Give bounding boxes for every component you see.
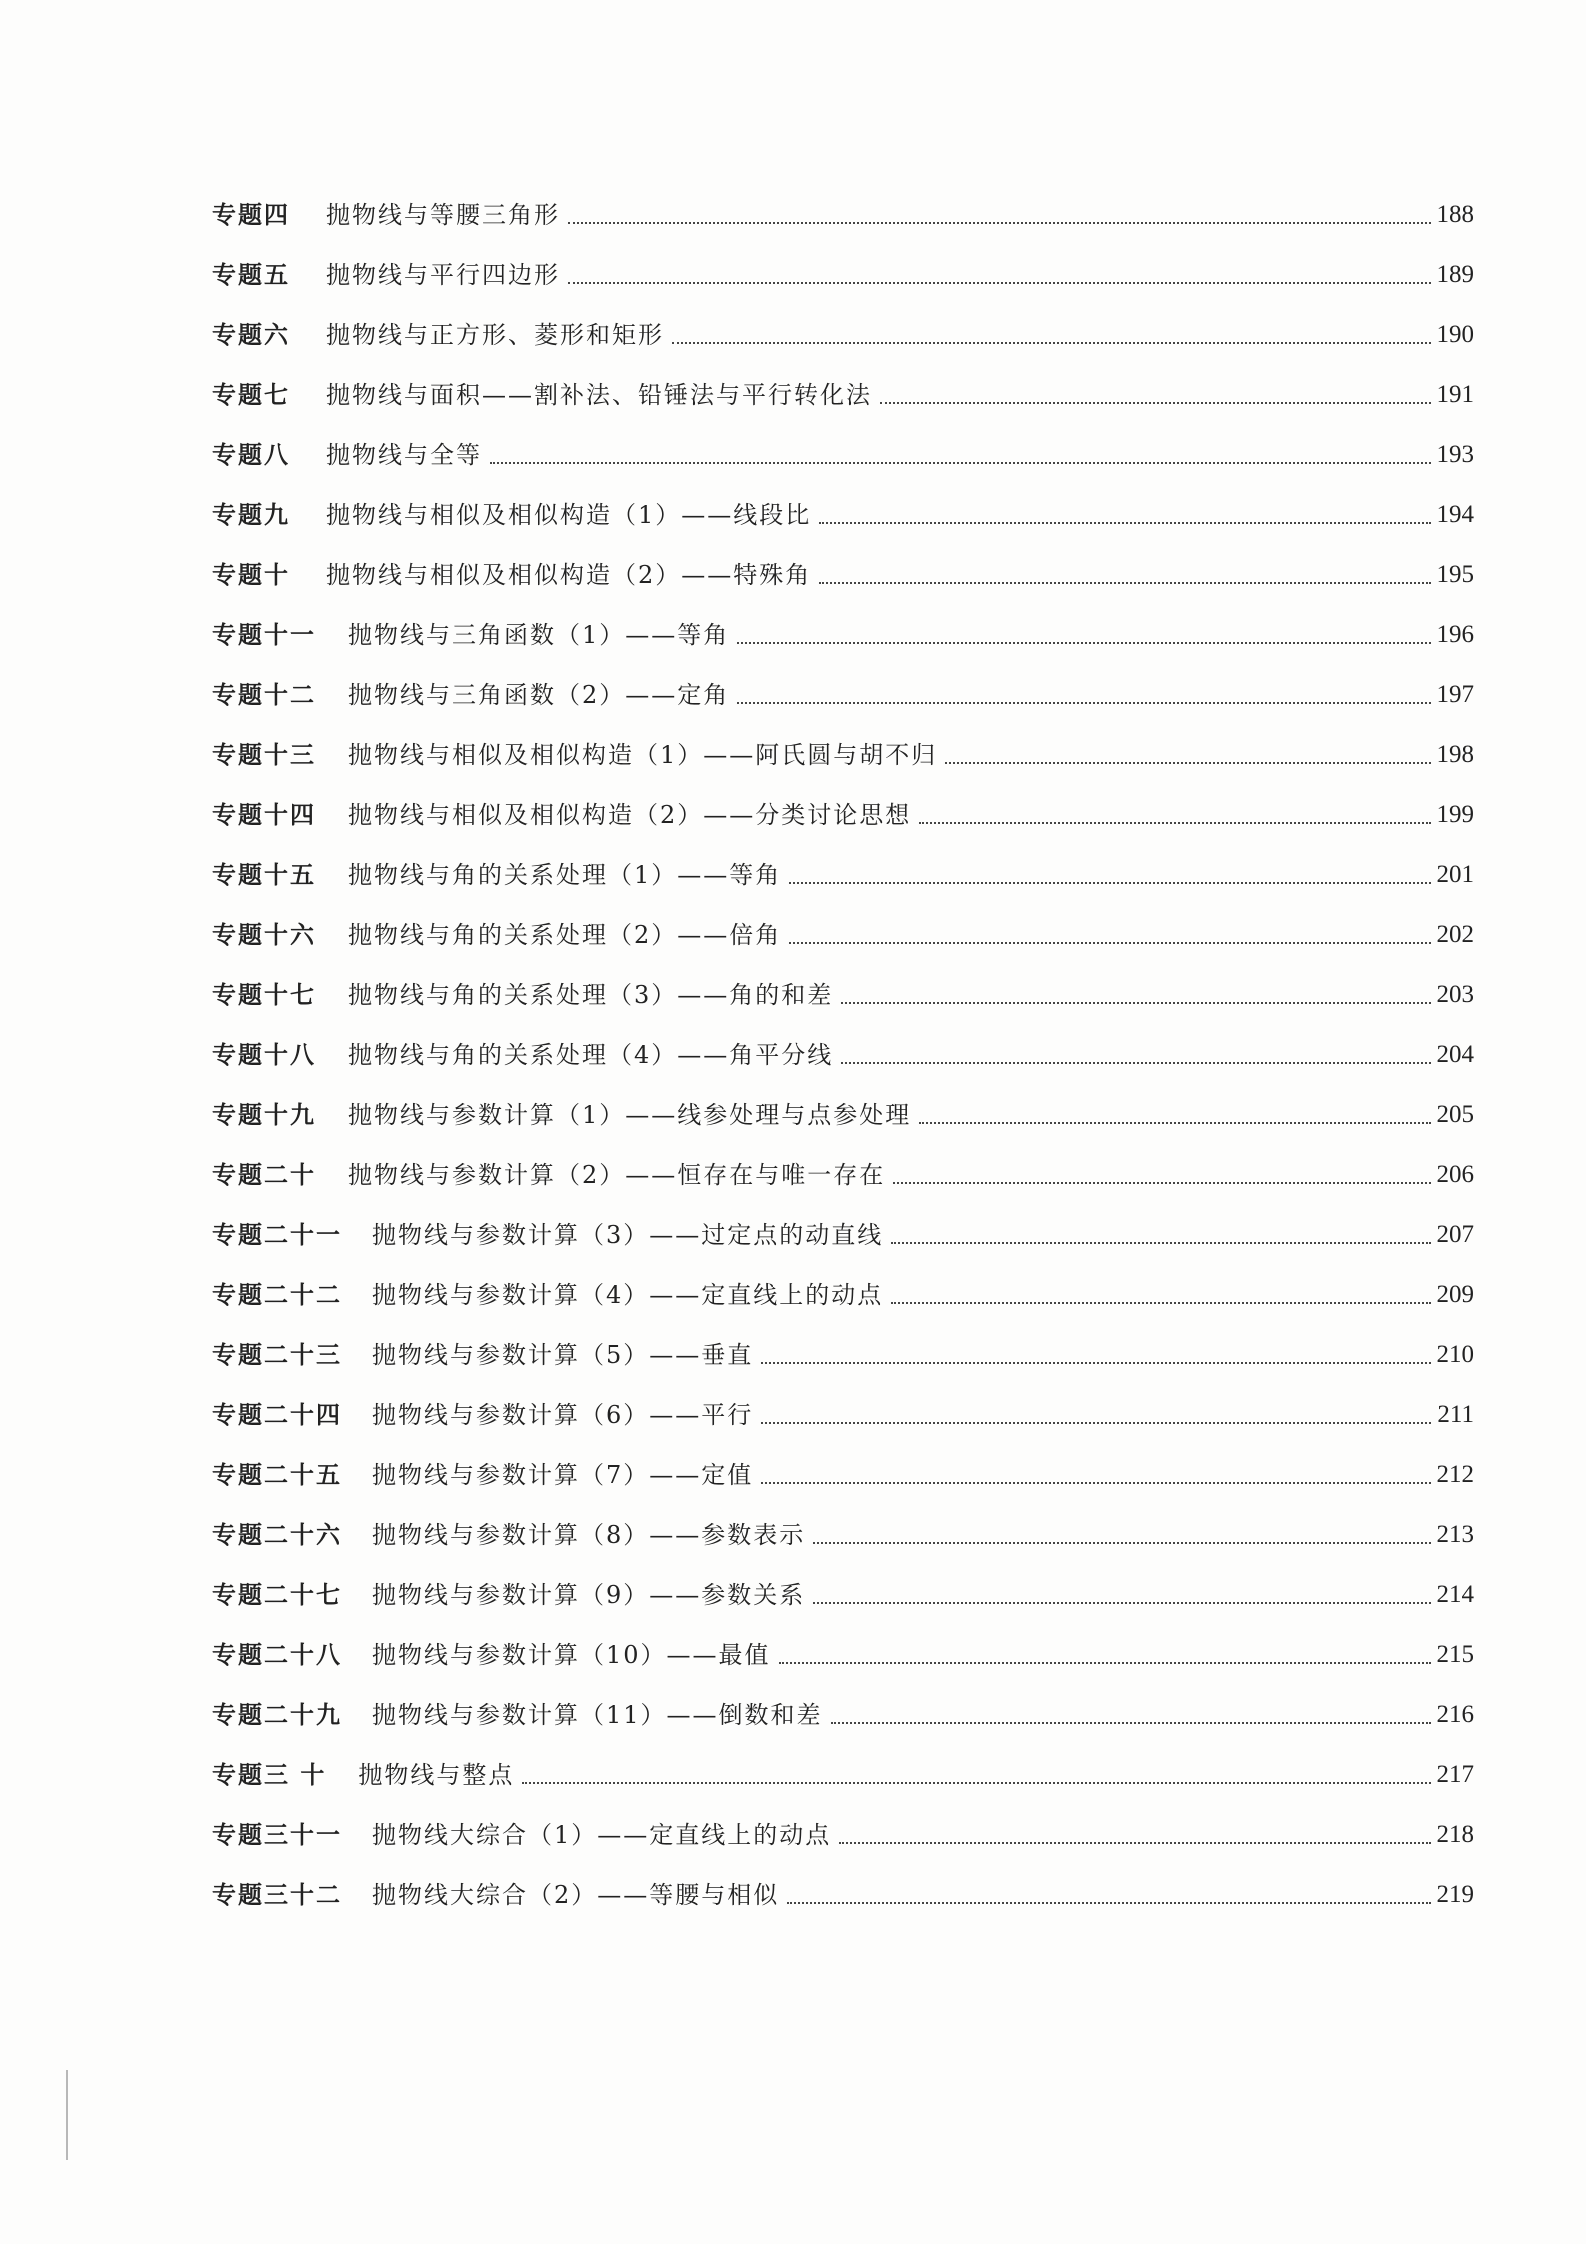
- toc-entry-title: 抛物线与面积——割补法、铅锤法与平行转化法: [326, 381, 872, 409]
- toc-entry-title: 抛物线与角的关系处理（1）——等角: [348, 861, 782, 889]
- toc-entry-number: 专题二十四: [212, 1400, 342, 1429]
- toc-entry[interactable]: [212, 710, 1474, 770]
- toc-entry-page: 216: [1436, 1701, 1474, 1728]
- toc-entry-title: 抛物线与相似及相似构造（1）——阿氏圆与胡不归: [348, 741, 938, 769]
- toc-dot-leader: [672, 342, 1431, 344]
- toc-dot-leader: [813, 1602, 1430, 1604]
- toc-entry-number: 专题十七: [212, 980, 316, 1009]
- toc-dot-leader: [831, 1722, 1431, 1724]
- toc-entry[interactable]: [212, 410, 1474, 470]
- toc-entry[interactable]: [212, 1250, 1474, 1310]
- toc-entry-page: 219: [1436, 1881, 1474, 1908]
- toc-entry-number: 专题十三: [212, 740, 316, 769]
- toc-dot-leader: [522, 1782, 1430, 1784]
- toc-dot-leader: [761, 1362, 1430, 1364]
- toc-entry-title: 抛物线与相似及相似构造（1）——线段比: [326, 501, 812, 529]
- toc-entry-number: 专题六: [212, 320, 290, 349]
- toc-entry-number: 专题十五: [212, 860, 316, 889]
- toc-entry-number: 专题八: [212, 440, 290, 469]
- toc-dot-leader: [891, 1242, 1430, 1244]
- toc-entry-number: 专题十六: [212, 920, 316, 949]
- toc-entry-page: 203: [1436, 981, 1474, 1008]
- toc-entry-page: 211: [1437, 1401, 1474, 1428]
- toc-entry-title: 抛物线与参数计算（11）——倒数和差: [372, 1701, 823, 1729]
- toc-entry-page: 209: [1436, 1281, 1474, 1308]
- toc-entry-page: 213: [1436, 1521, 1474, 1548]
- toc-entry-title: 抛物线与角的关系处理（4）——角平分线: [348, 1041, 834, 1069]
- toc-entry[interactable]: [212, 1490, 1474, 1550]
- toc-entry-title: 抛物线与相似及相似构造（2）——分类讨论思想: [348, 801, 912, 829]
- toc-entry-page: 212: [1436, 1461, 1474, 1488]
- toc-entry-number: 专题十九: [212, 1100, 316, 1129]
- toc-entry[interactable]: [212, 950, 1474, 1010]
- toc-dot-leader: [779, 1662, 1431, 1664]
- toc-entry-title: 抛物线与正方形、菱形和矩形: [326, 321, 664, 349]
- toc-dot-leader: [945, 762, 1430, 764]
- toc-entry-number: 专题十二: [212, 680, 316, 709]
- toc-entry-title: 抛物线与参数计算（4）——定直线上的动点: [372, 1281, 884, 1309]
- toc-entry-page: 207: [1436, 1221, 1474, 1248]
- toc-entry-title: 抛物线与全等: [326, 441, 482, 469]
- toc-entry[interactable]: [212, 830, 1474, 890]
- toc-entry[interactable]: [212, 230, 1474, 290]
- toc-entry-title: 抛物线与整点: [358, 1761, 515, 1789]
- scan-edge-mark: [66, 2070, 68, 2160]
- toc-entry-number: 专题五: [212, 260, 290, 289]
- toc-entry-page: 199: [1436, 801, 1474, 828]
- toc-entry[interactable]: [212, 1850, 1474, 1910]
- table-of-contents: [212, 170, 1474, 1910]
- toc-entry-title: 抛物线与三角函数（2）——定角: [348, 681, 730, 709]
- toc-entry-page: 193: [1436, 441, 1474, 468]
- toc-entry[interactable]: [212, 1370, 1474, 1430]
- toc-entry-page: 205: [1436, 1101, 1474, 1128]
- toc-entry-number: 专题二十: [212, 1160, 316, 1189]
- toc-entry-number: 专题三十二: [212, 1880, 342, 1909]
- toc-entry[interactable]: [212, 1790, 1474, 1850]
- toc-entry-number: 专题七: [212, 380, 290, 409]
- toc-entry-title: 抛物线与参数计算（10）——最值: [372, 1641, 771, 1669]
- toc-entry-title: 抛物线与平行四边形: [326, 261, 560, 289]
- toc-entry[interactable]: [212, 530, 1474, 590]
- toc-entry[interactable]: [212, 350, 1474, 410]
- toc-dot-leader: [839, 1842, 1430, 1844]
- toc-entry[interactable]: [212, 1010, 1474, 1070]
- toc-dot-leader: [819, 582, 1430, 584]
- toc-entry-number: 专题二十一: [212, 1220, 342, 1249]
- toc-dot-leader: [813, 1542, 1430, 1544]
- toc-entry-title: 抛物线与参数计算（2）——恒存在与唯一存在: [348, 1161, 886, 1189]
- toc-entry-number: 专题二十三: [212, 1340, 342, 1369]
- toc-entry-number: 专题二十九: [212, 1700, 342, 1729]
- toc-dot-leader: [893, 1182, 1430, 1184]
- toc-entry[interactable]: [212, 290, 1474, 350]
- toc-entry-title: 抛物线与参数计算（5）——垂直: [372, 1341, 754, 1369]
- toc-entry[interactable]: [212, 890, 1474, 950]
- toc-entry-page: 201: [1436, 861, 1474, 888]
- toc-entry-number: 专题十: [212, 560, 290, 589]
- toc-dot-leader: [841, 1002, 1430, 1004]
- toc-dot-leader: [819, 522, 1430, 524]
- toc-dot-leader: [891, 1302, 1430, 1304]
- toc-dot-leader: [789, 882, 1430, 884]
- toc-entry-page: 218: [1436, 1821, 1474, 1848]
- toc-entry-page: 189: [1436, 261, 1474, 288]
- toc-entry-page: 194: [1436, 501, 1474, 528]
- toc-entry-page: 214: [1436, 1581, 1474, 1608]
- toc-entry-page: 215: [1436, 1641, 1474, 1668]
- toc-dot-leader: [737, 642, 1430, 644]
- toc-entry-number: 专题二十八: [212, 1640, 342, 1669]
- toc-entry-page: 217: [1436, 1761, 1474, 1788]
- toc-dot-leader: [761, 1482, 1430, 1484]
- toc-entry[interactable]: [212, 650, 1474, 710]
- toc-entry-number: 专题十四: [212, 800, 316, 829]
- toc-entry[interactable]: [212, 1310, 1474, 1370]
- toc-entry-title: 抛物线大综合（1）——定直线上的动点: [372, 1821, 832, 1849]
- toc-entry-title: 抛物线与角的关系处理（3）——角的和差: [348, 981, 834, 1009]
- toc-entry-title: 抛物线与参数计算（7）——定值: [372, 1461, 754, 1489]
- toc-entry[interactable]: [212, 1190, 1474, 1250]
- toc-entry[interactable]: [212, 1730, 1474, 1790]
- toc-entry[interactable]: [212, 170, 1474, 230]
- toc-entry[interactable]: [212, 1670, 1474, 1730]
- toc-entry-number: 专题三十一: [212, 1820, 342, 1849]
- toc-dot-leader: [787, 1902, 1430, 1904]
- toc-entry-page: 191: [1436, 381, 1474, 408]
- toc-entry-page: 210: [1436, 1341, 1474, 1368]
- toc-entry[interactable]: [212, 1130, 1474, 1190]
- toc-entry[interactable]: [212, 1550, 1474, 1610]
- toc-dot-leader: [568, 282, 1431, 284]
- toc-entry-page: 204: [1436, 1041, 1474, 1068]
- toc-entry[interactable]: [212, 470, 1474, 530]
- toc-dot-leader: [841, 1062, 1430, 1064]
- toc-entry-page: 198: [1436, 741, 1474, 768]
- toc-dot-leader: [789, 942, 1430, 944]
- toc-entry-title: 抛物线与参数计算（3）——过定点的动直线: [372, 1221, 884, 1249]
- toc-entry-number: 专题三 十: [212, 1760, 327, 1789]
- toc-entry-number: 专题二十七: [212, 1580, 342, 1609]
- toc-dot-leader: [568, 222, 1431, 224]
- toc-entry-page: 190: [1436, 321, 1474, 348]
- toc-dot-leader: [737, 702, 1430, 704]
- toc-entry-page: 196: [1436, 621, 1474, 648]
- toc-dot-leader: [880, 402, 1431, 404]
- toc-entry-title: 抛物线与参数计算（8）——参数表示: [372, 1521, 806, 1549]
- toc-dot-leader: [761, 1422, 1431, 1424]
- toc-entry-title: 抛物线与角的关系处理（2）——倍角: [348, 921, 782, 949]
- toc-entry-page: 188: [1436, 201, 1474, 228]
- toc-entry[interactable]: [212, 1610, 1474, 1670]
- toc-entry-number: 专题二十二: [212, 1280, 342, 1309]
- toc-entry-page: 195: [1436, 561, 1474, 588]
- toc-entry[interactable]: [212, 590, 1474, 650]
- toc-entry[interactable]: [212, 1070, 1474, 1130]
- toc-entry-title: 抛物线与参数计算（1）——线参处理与点参处理: [348, 1101, 912, 1129]
- toc-dot-leader: [919, 822, 1430, 824]
- toc-entry-page: 197: [1436, 681, 1474, 708]
- toc-entry-title: 抛物线与参数计算（9）——参数关系: [372, 1581, 806, 1609]
- toc-entry-title: 抛物线与三角函数（1）——等角: [348, 621, 730, 649]
- toc-entry-title: 抛物线与相似及相似构造（2）——特殊角: [326, 561, 812, 589]
- toc-entry-title: 抛物线大综合（2）——等腰与相似: [372, 1881, 780, 1909]
- toc-dot-leader: [919, 1122, 1430, 1124]
- toc-entry-number: 专题四: [212, 200, 290, 229]
- toc-entry-page: 206: [1436, 1161, 1474, 1188]
- toc-entry[interactable]: [212, 1430, 1474, 1490]
- toc-dot-leader: [490, 462, 1431, 464]
- toc-entry-number: 专题二十五: [212, 1460, 342, 1489]
- toc-entry-number: 专题九: [212, 500, 290, 529]
- toc-entry-number: 专题十八: [212, 1040, 316, 1069]
- toc-entry-number: 专题十一: [212, 620, 316, 649]
- toc-entry-number: 专题二十六: [212, 1520, 342, 1549]
- toc-entry-page: 202: [1436, 921, 1474, 948]
- toc-entry-title: 抛物线与等腰三角形: [326, 201, 560, 229]
- toc-entry-title: 抛物线与参数计算（6）——平行: [372, 1401, 754, 1429]
- toc-entry[interactable]: [212, 770, 1474, 830]
